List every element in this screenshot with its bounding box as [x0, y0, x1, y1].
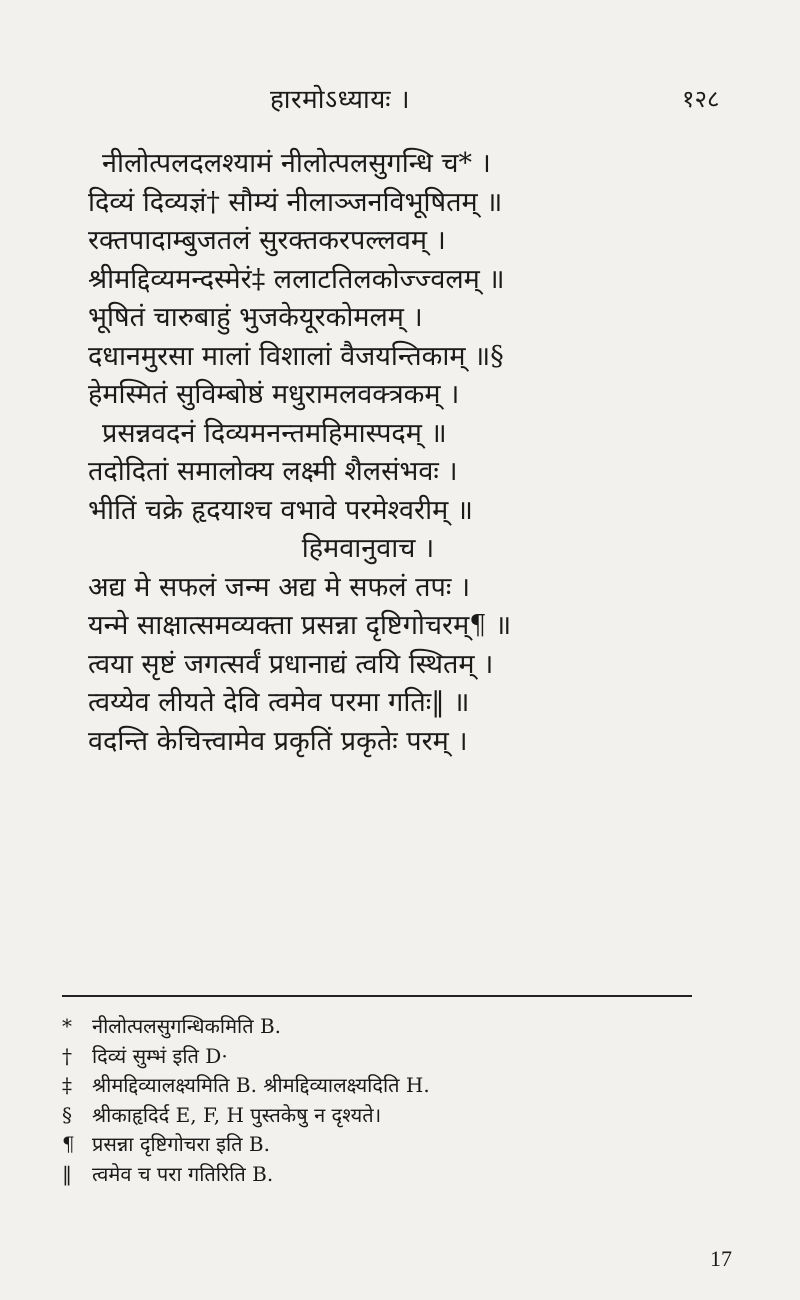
- verse-line: भीतिं चक्रे हृदयाश्च वभावे परमेश्वरीम् ॥: [88, 494, 473, 526]
- running-title: हारमोऽध्यायः ।: [270, 85, 411, 115]
- footnote: [62, 1130, 702, 1160]
- verse-line: हेमस्मितं सुविम्बोष्ठं मधुरामलवक्त्रकम् ।: [88, 379, 460, 410]
- verse-line: श्रीमद्दिव्यमन्दस्मेरं‡ ललाटतिलकोज्ज्वलम् ॥: [88, 263, 505, 295]
- footnote-text: श्रीकाहृदिर्द E, F, H पुस्तकेषु न दृश्यते।: [92, 1102, 382, 1127]
- footnote-mark: §: [62, 1102, 72, 1127]
- footnote-mark: ‡: [62, 1073, 72, 1097]
- footnote-text: त्वमेव च परा गतिरिति B.: [92, 1161, 274, 1186]
- footnote-text: दिव्यं सुम्भं इति D·: [92, 1043, 228, 1068]
- verse-line: यन्मे साक्षात्समव्यक्ता प्रसन्ना दृष्टिगोचरम्¶ ॥: [88, 610, 512, 641]
- speaker-heading: हिमवानुवाच ।: [301, 533, 435, 564]
- verse-line: वदन्ति केचित्त्वामेव प्रकृतिं प्रकृतेः परम् ।: [88, 725, 468, 757]
- footnote-divider: [62, 995, 692, 997]
- page-number-devanagari: १२८: [682, 85, 720, 113]
- verse-block: [88, 145, 728, 761]
- footnote: [62, 1160, 702, 1190]
- verse-line: त्वय्येव लीयते देवि त्वमेव परमा गतिः‖ ॥: [88, 687, 470, 718]
- verse-line: भूषितं चारुबाहुं भुजकेयूरकोमलम् ।: [88, 302, 423, 333]
- footnote: [62, 1101, 702, 1131]
- footnote-mark: ‖: [62, 1161, 72, 1186]
- verse-line: रक्तपादाम्बुजतलं सुरक्तकरपल्लवम् ।: [88, 225, 446, 256]
- footnote: [62, 1012, 702, 1042]
- footnote: [62, 1042, 702, 1072]
- verse-line: नीलोत्पलदलश्यामं नीलोत्पलसुगन्धि च* ।: [102, 148, 491, 179]
- footnote-text: नीलोत्पलसुगन्धिकमिति B.: [92, 1014, 282, 1038]
- page-number: 17: [710, 1246, 732, 1271]
- footnotes: [62, 1012, 702, 1189]
- footnote: [62, 1071, 702, 1101]
- verse-line: अद्य मे सफलं जन्म अद्य मे सफलं तपः ।: [88, 571, 471, 603]
- footnote-mark: *: [62, 1014, 72, 1038]
- verse-line: तदोदितां समालोक्य लक्ष्मी शैलसंभवः ।: [88, 456, 458, 487]
- verse-line: दिव्यं दिव्यज्ञं† सौम्यं नीलाञ्जनविभूषितम् ॥: [88, 186, 503, 218]
- footnote-mark: †: [62, 1043, 72, 1068]
- footnote-text: श्रीमद्दिव्यालक्ष्यमिति B. श्रीमद्दिव्यालक्ष्यदिति H.: [92, 1073, 430, 1097]
- footnote-text: प्रसन्ना दृष्टिगोचरा इति B.: [92, 1132, 270, 1156]
- verse-line: दधानमुरसा मालां विशालां वैजयन्तिकाम् ॥§: [88, 340, 504, 372]
- footnote-mark: ¶: [62, 1132, 75, 1156]
- verse-line: प्रसन्नवदनं दिव्यमनन्तमहिमास्पदम् ॥: [102, 417, 447, 449]
- verse-line: त्वया सृष्टं जगत्सर्वं प्रधानाद्यं त्वयि स्थितम् ।: [88, 648, 494, 680]
